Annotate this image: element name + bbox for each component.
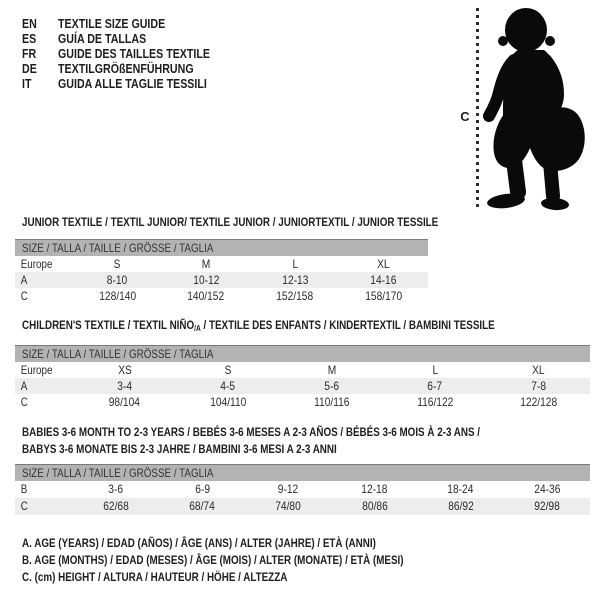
- height-marker-label: C: [460, 109, 470, 124]
- cell-value: 80/86: [361, 499, 388, 513]
- cell-value: 74/80: [275, 499, 302, 513]
- section-title: [15, 424, 590, 441]
- size-table: [15, 464, 590, 515]
- cell-value: L: [292, 257, 298, 271]
- cell-value: 6-9: [194, 482, 210, 496]
- table-cell: [251, 288, 340, 304]
- language-code: ES: [22, 31, 37, 46]
- table-cell: [332, 498, 418, 515]
- footnote-text: B. AGE (MONTHS) / EDAD (MESES) / ÂGE (MOIS) / ALTER (MONATE) / ETÀ (MESI): [22, 553, 404, 567]
- cell-value: S: [224, 363, 232, 377]
- cell-value: 152/158: [276, 289, 314, 303]
- language-row: [22, 46, 243, 61]
- language-label: GUÍA DE TALLAS: [58, 31, 147, 46]
- cell-value: 128/140: [98, 289, 136, 303]
- row-label: B: [20, 482, 28, 496]
- cell-value: 140/152: [187, 289, 225, 303]
- row-label: Europe: [20, 363, 53, 377]
- table-cell: [159, 498, 245, 515]
- table-row: [15, 272, 428, 288]
- size-table: [15, 239, 428, 304]
- cell-value: 86/92: [448, 499, 474, 513]
- size-header-bar: [15, 464, 590, 481]
- table-cell: [251, 256, 340, 272]
- language-code: EN: [22, 16, 37, 31]
- section-title: [15, 214, 590, 231]
- table-cell: [245, 481, 331, 498]
- footnote-text: A. AGE (YEARS) / EDAD (AÑOS) / ÂGE (ANS) / ALTER (JAHRE) / ETÀ (ANNI): [22, 536, 376, 550]
- table-row: [15, 378, 590, 394]
- cell-value: S: [113, 257, 121, 271]
- language-code: DE: [22, 61, 37, 76]
- table-row: [15, 498, 590, 515]
- language-label: TEXTILGRÖßENFÜHRUNG: [58, 61, 194, 76]
- table-cell: [245, 498, 331, 515]
- row-label: A: [20, 379, 28, 393]
- language-code: FR: [22, 46, 37, 61]
- language-label: GUIDA ALLE TAGLIE TESSILI: [58, 76, 207, 91]
- title-segment: / TEXTILE DES ENFANTS / KINDERTEXTIL / BAMBINI TESSILE: [200, 318, 495, 332]
- table-cell: [487, 378, 590, 394]
- table-cell: [383, 378, 486, 394]
- cell-value: 10-12: [193, 273, 220, 287]
- cell-value: 158/170: [365, 289, 403, 303]
- cell-value: 3-6: [108, 482, 124, 496]
- section-title-text: [22, 441, 337, 458]
- section-title: [15, 441, 590, 458]
- language-row: [22, 76, 243, 91]
- table-cell: [339, 256, 428, 272]
- table-cell: [418, 481, 504, 498]
- cell-value: 104/110: [210, 395, 247, 409]
- size-section-junior: [15, 214, 590, 304]
- size-table: [15, 345, 590, 410]
- cell-value: XS: [117, 363, 132, 377]
- cell-value: 12-18: [361, 482, 388, 496]
- size-header-label: SIZE / TALLA / TAILLE / GRÖSSE / TAGLIA: [22, 241, 214, 255]
- size-section-children: [15, 317, 590, 410]
- table-cell: [176, 394, 279, 410]
- footnote: [22, 552, 487, 569]
- cell-value: 3-4: [117, 379, 133, 393]
- table-row: [15, 256, 428, 272]
- height-dotted-line: [476, 8, 479, 207]
- row-label: A: [20, 273, 28, 287]
- table-cell: [487, 362, 590, 378]
- cell-value: 12-13: [281, 273, 308, 287]
- language-guide-block: [22, 16, 243, 91]
- cell-value: 5-6: [324, 379, 339, 393]
- cell-value: 110/116: [313, 395, 350, 409]
- table-cell: [73, 256, 162, 272]
- footnotes-block: [22, 535, 487, 586]
- table-row: [15, 481, 590, 498]
- cell-value: 14-16: [370, 273, 397, 287]
- table-cell: [73, 498, 159, 515]
- size-header-bar: [15, 345, 590, 362]
- table-cell: [504, 481, 590, 498]
- baby-figure: [445, 4, 600, 216]
- table-row: [15, 394, 590, 410]
- table-cell: [280, 394, 383, 410]
- table-cell: [383, 362, 486, 378]
- table-row: [15, 362, 590, 378]
- cell-value: XL: [532, 363, 545, 377]
- table-cell: [162, 256, 251, 272]
- row-label: C: [20, 499, 28, 513]
- table-cell: [487, 394, 590, 410]
- table-cell: [176, 362, 279, 378]
- table-cell: [339, 288, 428, 304]
- cell-value: 18-24: [447, 482, 474, 496]
- cell-value: 116/122: [416, 395, 453, 409]
- cell-value: M: [327, 363, 336, 377]
- table-cell: [162, 272, 251, 288]
- cell-value: XL: [377, 257, 390, 271]
- language-label: TEXTILE SIZE GUIDE: [58, 16, 166, 31]
- table-cell: [73, 362, 176, 378]
- section-title-text: [22, 317, 495, 337]
- table-cell: [162, 288, 251, 304]
- language-label: GUIDE DES TAILLES TEXTILE: [58, 46, 211, 61]
- footnote-text: C. (cm) HEIGHT / ALTURA / HAUTEUR / HÖHE / ALTEZZA: [22, 570, 288, 584]
- cell-value: 68/74: [189, 499, 216, 513]
- table-cell: [73, 288, 162, 304]
- footnote: [22, 535, 487, 552]
- table-cell: [332, 481, 418, 498]
- table-cell: [280, 362, 383, 378]
- table-cell: [280, 378, 383, 394]
- size-section-babies: [15, 424, 590, 515]
- title-segment: JUNIOR TEXTILE / TEXTIL JUNIOR/ TEXTILE JUNIOR / JUNIORTEXTIL / JUNIOR TESSILE: [22, 215, 439, 229]
- cell-value: 98/104: [109, 395, 141, 409]
- footnote: [22, 569, 487, 586]
- title-segment: BABYS 3-6 MONATE BIS 2-3 JAHRE / BAMBINI 3-6 MESI A 2-3 ANNI: [22, 442, 337, 456]
- language-row: [22, 31, 243, 46]
- cell-value: 62/68: [103, 499, 129, 513]
- cell-value: L: [432, 363, 438, 377]
- row-label: C: [20, 289, 28, 303]
- size-header-label: SIZE / TALLA / TAILLE / GRÖSSE / TAGLIA: [22, 347, 214, 361]
- table-cell: [73, 394, 176, 410]
- row-label: Europe: [20, 257, 53, 271]
- table-cell: [73, 378, 176, 394]
- table-cell: [418, 498, 504, 515]
- cell-value: M: [201, 257, 211, 271]
- table-cell: [383, 394, 486, 410]
- cell-value: 4-5: [220, 379, 236, 393]
- cell-value: 9-12: [278, 482, 299, 496]
- section-title-text: [22, 214, 438, 231]
- size-header-bar: [15, 239, 428, 256]
- row-label: C: [20, 395, 28, 409]
- language-code: IT: [22, 76, 32, 91]
- cell-value: 92/98: [534, 499, 560, 513]
- table-cell: [251, 272, 340, 288]
- table-cell: [73, 481, 159, 498]
- cell-value: 122/128: [519, 395, 557, 409]
- language-row: [22, 61, 243, 76]
- baby-silhouette-icon: [480, 4, 600, 216]
- size-header-label: SIZE / TALLA / TAILLE / GRÖSSE / TAGLIA: [22, 466, 214, 480]
- title-segment: BABIES 3-6 MONTH TO 2-3 YEARS / BEBÉS 3-6 MESES A 2-3 AÑOS / BÉBÉS 3-6 MOIS À 2-3 ANS /: [22, 425, 481, 439]
- table-cell: [73, 272, 162, 288]
- title-subscript: /A: [194, 324, 201, 333]
- section-title: [15, 317, 590, 334]
- table-row: [15, 288, 428, 304]
- cell-value: 8-10: [107, 273, 128, 287]
- table-cell: [176, 378, 279, 394]
- table-cell: [159, 481, 245, 498]
- cell-value: 24-36: [533, 482, 560, 496]
- cell-value: 7-8: [530, 379, 546, 393]
- table-cell: [339, 272, 428, 288]
- table-cell: [504, 498, 590, 515]
- language-row: [22, 16, 243, 31]
- cell-value: 6-7: [427, 379, 443, 393]
- title-segment: CHILDREN'S TEXTILE / TEXTIL NIÑO: [22, 318, 195, 332]
- section-title-text: [22, 424, 480, 441]
